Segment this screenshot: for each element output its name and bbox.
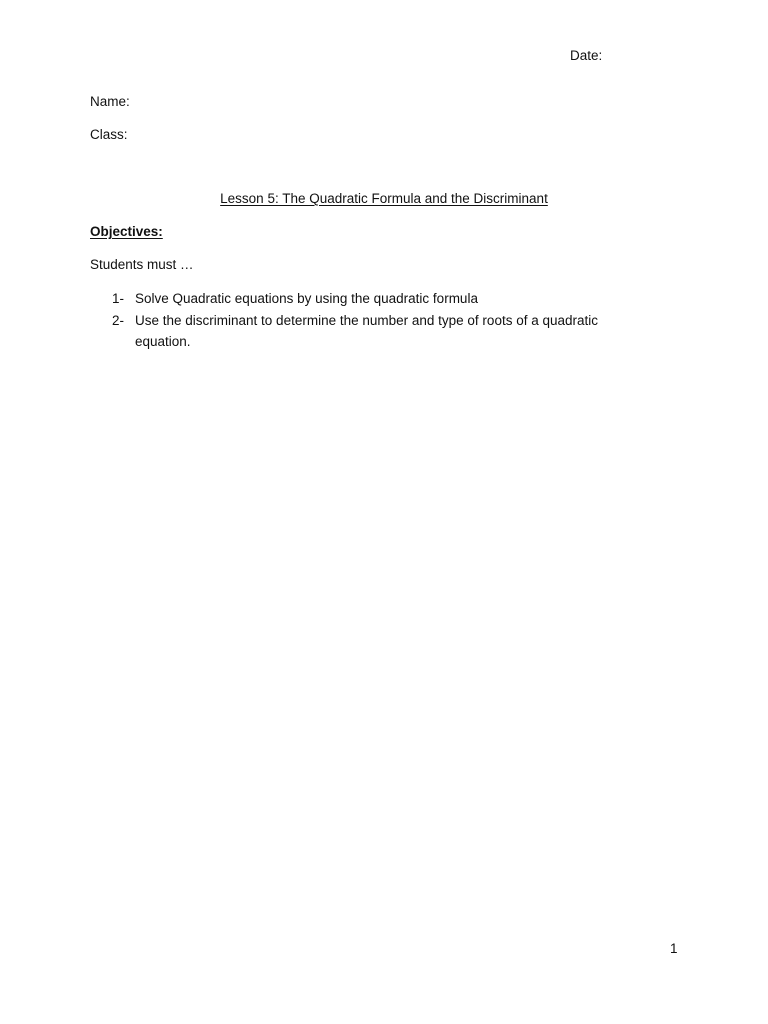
objective-number: 2- xyxy=(112,313,125,328)
lesson-title-text: Lesson 5: The Quadratic Formula and the Discriminant xyxy=(220,191,548,206)
objectives-heading: Objectives: xyxy=(90,224,163,239)
objective-item xyxy=(90,310,650,352)
name-label: Name: xyxy=(90,94,130,109)
class-label: Class: xyxy=(90,127,128,142)
objective-text: Use the discriminant to determine the number and type of roots of a quadratic equation. xyxy=(135,313,599,349)
objectives-intro: Students must … xyxy=(90,257,194,272)
lesson-title xyxy=(0,191,768,206)
objective-number: 1- xyxy=(112,291,125,306)
objective-item xyxy=(90,288,650,309)
page-number: 1 xyxy=(670,941,678,956)
objectives-list xyxy=(90,288,650,353)
objective-text: Solve Quadratic equations by using the quadratic formula xyxy=(135,291,478,306)
date-label: Date: xyxy=(570,48,603,63)
